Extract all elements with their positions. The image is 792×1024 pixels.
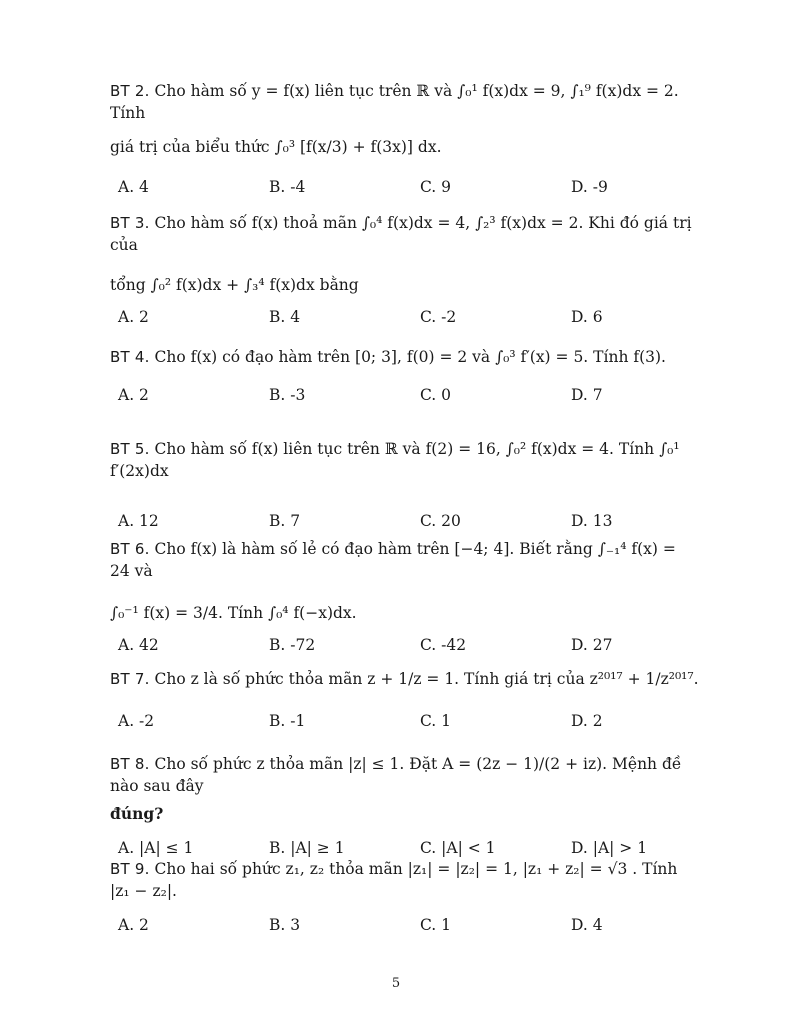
choice-b[interactable]: B. -4: [269, 178, 306, 196]
problem-bt8: [110, 753, 700, 861]
answer-choices: [110, 710, 700, 734]
problem-text-line2: tổng ∫₀² f(x)dx + ∫₃⁴ f(x)dx bằng: [110, 276, 359, 294]
choice-b[interactable]: B. -72: [269, 636, 316, 654]
choice-a[interactable]: A. 4: [118, 178, 149, 196]
choice-b[interactable]: B. -3: [269, 386, 306, 404]
answer-choices: [110, 384, 700, 408]
answer-choices: [110, 634, 700, 658]
problem-text-line1: Cho f(x) có đạo hàm trên [0; 3], f(0) = 2 và ∫₀³ f′(x) = 5. Tính f(3).: [154, 348, 666, 366]
choice-d[interactable]: D. -9: [571, 178, 608, 196]
problem-text-line2: ∫₀⁻¹ f(x) = 3/4. Tính ∫₀⁴ f(−x)dx.: [110, 604, 357, 622]
choice-b[interactable]: B. |A| ≥ 1: [269, 839, 345, 857]
problem-tag: BT 9.: [110, 860, 150, 878]
choice-b[interactable]: B. -1: [269, 712, 306, 730]
choice-a[interactable]: A. 2: [118, 386, 149, 404]
problem-bt5: [110, 438, 700, 534]
choice-b[interactable]: B. 7: [269, 512, 301, 530]
problem-text-line1: Cho hàm số y = f(x) liên tục trên ℝ và ∫₀¹ f(x)dx = 9, ∫₁⁹ f(x)dx = 2. Tính: [110, 82, 679, 122]
choice-a[interactable]: A. -2: [118, 712, 155, 730]
choice-d[interactable]: D. |A| > 1: [571, 839, 648, 857]
problem-text-line1: Cho hàm số f(x) liên tục trên ℝ và f(2) = 16, ∫₀² f(x)dx = 4. Tính ∫₀¹ f′(2x)dx: [110, 440, 680, 480]
problem-text-line1: Cho z là số phức thỏa mãn z + 1/z = 1. Tính giá trị của z²⁰¹⁷ + 1/z²⁰¹⁷.: [154, 670, 699, 688]
problem-bt3: [110, 212, 700, 330]
choice-c[interactable]: C. 20: [420, 512, 461, 530]
problem-bt9: [110, 858, 700, 938]
choice-d[interactable]: D. 2: [571, 712, 603, 730]
choice-a[interactable]: A. 2: [118, 916, 149, 934]
choice-c[interactable]: C. |A| < 1: [420, 839, 496, 857]
answer-choices: [110, 914, 700, 938]
answer-choices: [110, 306, 700, 330]
problem-text-line1: Cho hai số phức z₁, z₂ thỏa mãn |z₁| = |z₂| = 1, |z₁ + z₂| = √3 . Tính |z₁ − z₂|.: [110, 860, 678, 900]
choice-a[interactable]: A. 2: [118, 308, 149, 326]
choice-a[interactable]: A. 42: [118, 636, 159, 654]
problem-tag: BT 5.: [110, 440, 150, 458]
answer-choices: [110, 176, 700, 200]
choice-c[interactable]: C. -2: [420, 308, 457, 326]
problem-bt6: [110, 538, 700, 658]
choice-d[interactable]: D. 27: [571, 636, 613, 654]
choice-d[interactable]: D. 4: [571, 916, 603, 934]
document-page: [110, 0, 700, 1024]
problem-bt7: [110, 668, 700, 734]
problem-tag: BT 2.: [110, 82, 150, 100]
choice-c[interactable]: C. 9: [420, 178, 452, 196]
choice-c[interactable]: C. -42: [420, 636, 467, 654]
choice-d[interactable]: D. 7: [571, 386, 603, 404]
page-number: 5: [391, 976, 401, 991]
choice-c[interactable]: C. 1: [420, 712, 452, 730]
choice-a[interactable]: A. 12: [118, 512, 159, 530]
problem-tag: BT 8.: [110, 755, 150, 773]
choice-d[interactable]: D. 13: [571, 512, 613, 530]
choice-c[interactable]: C. 1: [420, 916, 452, 934]
choice-d[interactable]: D. 6: [571, 308, 603, 326]
problem-tag: BT 3.: [110, 214, 150, 232]
problem-tag: BT 7.: [110, 670, 150, 688]
problem-bt4: [110, 346, 700, 408]
problem-text-line1: Cho hàm số f(x) thoả mãn ∫₀⁴ f(x)dx = 4, ∫₂³ f(x)dx = 2. Khi đó giá trị của: [110, 214, 692, 254]
problem-text-line1: Cho f(x) là hàm số lẻ có đạo hàm trên [−4; 4]. Biết rằng ∫₋₁⁴ f(x) = 24 và: [110, 540, 676, 580]
choice-b[interactable]: B. 4: [269, 308, 301, 326]
problem-text-line2: đúng?: [110, 804, 164, 823]
choice-c[interactable]: C. 0: [420, 386, 452, 404]
problem-text-line1: Cho số phức z thỏa mãn |z| ≤ 1. Đặt A = (2z − 1)/(2 + iz). Mệnh đề nào sau đây: [110, 755, 682, 795]
choice-a[interactable]: A. |A| ≤ 1: [118, 839, 194, 857]
problem-tag: BT 4.: [110, 348, 150, 366]
problem-tag: BT 6.: [110, 540, 150, 558]
answer-choices: [110, 510, 700, 534]
problem-bt2: [110, 80, 700, 200]
problem-text-line2: giá trị của biểu thức ∫₀³ [f(x/3) + f(3x)] dx.: [110, 138, 442, 156]
choice-b[interactable]: B. 3: [269, 916, 301, 934]
